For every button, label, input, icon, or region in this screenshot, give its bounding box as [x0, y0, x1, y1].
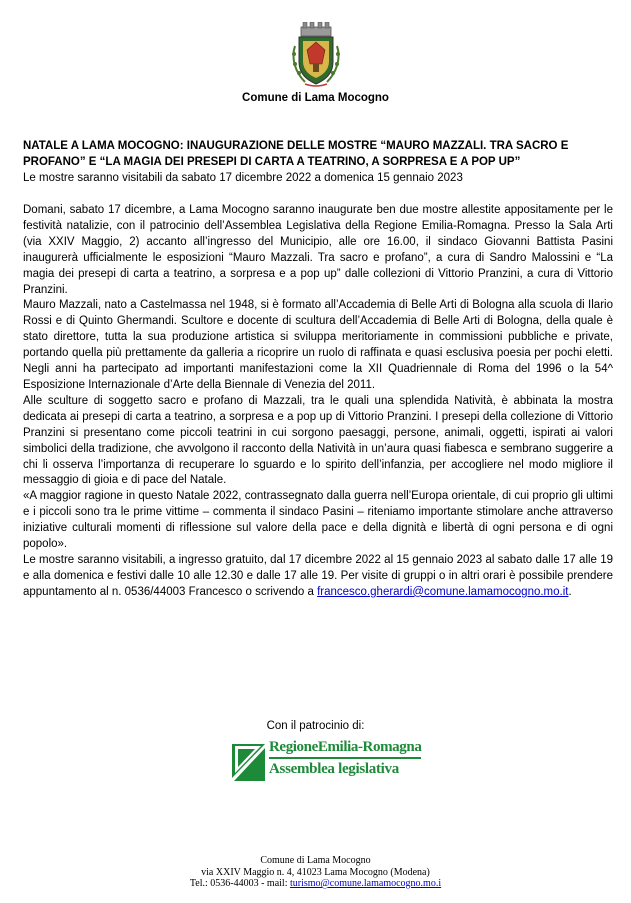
paragraph-mayor-quote: «A maggior ragione in questo Natale 2022, contrassegnato dalla guerra nell’Europa orientale, di cui proprio gli ultimi e i piccoli sono tra le prime vittime – commenta il sindaco Pasini – riteniamo importante stimolare anche attraverso iniziative culturali momenti di riflessione sul valore della pace e della dignità e libertà di ogni persona e di ogni popolo». [23, 490, 613, 551]
footer-address: via XXIV Maggio n. 4, 41023 Lama Mocogno (Modena) [201, 866, 430, 878]
press-release-title: NATALE A LAMA MOCOGNO: INAUGURAZIONE DELLE MOSTRE “MAURO MAZZALI. TRA SACRO E PROFANO” E “LA MAGIA DEI PRESEPI DI CARTA A TEATRINO, A SORPRESA E A POP UP” [23, 140, 569, 168]
paragraph-mazzali-bio: Mauro Mazzali, nato a Castelmassa nel 1948, si è formato all’Accademia di Belle Arti di Bologna alla scuola di Ilario Rossi e di Quinto Ghermandi. Scultore e docente di scultura dell’Accademia di Belle Arti di Bologna, della quale è stato direttore, tutta la sua produzione artistica si sviluppa meritoriamente in commissioni pubbliche e private, portando quella più prettamente da galleria a ricoprire un ruolo di raffinata e quasi esclusiva poesia per pochi eletti. Negli anni ha partecipato ad importanti manifestazioni come la XII Quadriennale di Roma del 1996 o la 54^ Esposizione Internazionale d’Arte della Biennale di Venezia del 2011. [23, 299, 613, 391]
logo-text-assemblea: Assemblea legislativa [269, 761, 399, 777]
press-release-subtitle: Le mostre saranno visitabili da sabato 17 dicembre 2022 a domenica 15 gennaio 2023 [23, 172, 463, 184]
footer-email-link[interactable]: turismo@comune.lamamocogno.mo.i [289, 878, 442, 889]
article-body [23, 203, 613, 601]
footer-contacts [0, 878, 631, 890]
paragraph-presepi: Alle sculture di soggetto sacro e profano di Mazzali, tra le quali una splendida Natività, è abbinata la mostra dedicata ai presepi di carta a teatrino, a sorpresa e a pop up di Vittorio Pranzini. I presepi della collezione di Vittorio Pranzini si presentano come piccoli teatrini in cui sorgono paesaggi, persone, animali, oggetti, ispirati ai valori simbolici della tradizione, che avvolgono il racconto della Natività in un’aura quasi fiabesca e sembrano suggerire a chi li osserva l’importanza di recuperare lo sguardo e lo spirito dell’infanzia, per accogliere nel modo migliore il messaggio di gioia e di pace del Natale. [23, 394, 613, 487]
logo-text-regione: RegioneEmilia-Romagna [269, 739, 421, 759]
municipal-crest-icon [289, 22, 343, 88]
footer [0, 855, 631, 890]
patronage-label: Con il patrocinio di: [266, 720, 365, 732]
municipality-name: Comune di Lama Mocogno [242, 92, 389, 104]
contact-email-link[interactable]: francesco.gherardi@comune.lamamocogno.mo.it [317, 585, 569, 598]
paragraph-visiting-info [23, 553, 613, 601]
footer-municipality: Comune di Lama Mocogno [260, 855, 371, 866]
regione-emilia-romagna-logo [231, 738, 422, 784]
visiting-info-end: . [568, 585, 572, 598]
regione-logo-mark-icon [231, 740, 267, 782]
visiting-info-text: Le mostre saranno visitabili, a ingresso gratuito, dal 17 dicembre 2022 al 15 gennaio 2023 al sabato dalle 17 alle 19 e alla domenica e festivi dalle 10 alle 12.30 e dalle 17 alle 19. Per visite di gruppi o in altri orari è possibile prendere appuntamento al n. 0536/44003 Francesco o scrivendo a [23, 553, 613, 598]
footer-phone: Tel.: 0536-44003 - mail: [189, 878, 290, 889]
paragraph-inauguration: Domani, sabato 17 dicembre, a Lama Mocogno saranno inaugurate ben due mostre allestite appositamente per le festività natalizie, con il patrocinio dell’Assemblea Legislativa della Regione Emilia-Romagna. Presso la Sala Arti (via XXIV Maggio, 2) accanto all’ingresso del Municipio, alle ore 16.00, il sindaco Giovanni Battista Pasini inaugurerà ufficialmente le esposizioni “Mauro Mazzali. Tra sacro e profano”, a cura di Sandro Malossini e “La magia dei presepi di carta a teatrino, a sorpresa e a pop up” dalle collezioni di Vittorio Pranzini, a cura di Vittorio Pranzini. [23, 204, 613, 296]
